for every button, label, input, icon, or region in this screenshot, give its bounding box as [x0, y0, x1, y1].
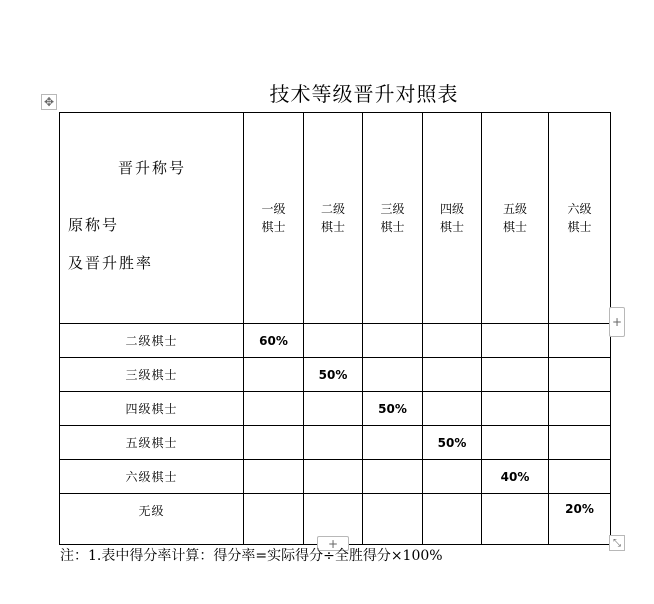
rate-cell[interactable]: 20% [549, 494, 611, 545]
footnote: 注：1.表中得分率计算：得分率=实际得分÷全胜得分×100% [60, 548, 443, 564]
add-row-icon[interactable]: + [317, 536, 349, 551]
column-header-line1: 一级 [261, 202, 286, 216]
rate-cell[interactable] [549, 426, 611, 460]
rate-cell[interactable] [363, 494, 423, 545]
column-header[interactable] [244, 113, 304, 324]
table-row [60, 392, 611, 426]
rate-cell[interactable] [423, 392, 482, 426]
rate-cell[interactable] [482, 392, 549, 426]
column-header[interactable] [482, 113, 549, 324]
row-label[interactable]: 五级棋士 [60, 426, 244, 460]
column-header-line1: 四级 [439, 202, 464, 216]
rate-cell[interactable]: 60% [244, 324, 304, 358]
column-header-line1: 三级 [380, 202, 405, 216]
column-header[interactable] [549, 113, 611, 324]
rate-cell[interactable] [423, 358, 482, 392]
column-header-line1: 二级 [320, 202, 345, 216]
column-header-line1: 五级 [502, 202, 527, 216]
rate-cell[interactable] [304, 392, 363, 426]
rate-cell[interactable] [482, 358, 549, 392]
column-header-line2: 棋士 [567, 220, 592, 234]
row-label[interactable]: 二级棋士 [60, 324, 244, 358]
table-resize-icon[interactable]: ⤡ [609, 535, 625, 551]
table-row [60, 358, 611, 392]
rate-cell[interactable] [244, 426, 304, 460]
column-header-line2: 棋士 [261, 220, 286, 234]
table-title: 技术等级晋升对照表 [269, 82, 459, 106]
row-label[interactable]: 六级棋士 [60, 460, 244, 494]
corner-promoted-title: 晋升称号 [118, 159, 187, 177]
column-header[interactable] [363, 113, 423, 324]
table-move-handle-icon[interactable]: ✥ [41, 94, 57, 110]
rate-cell[interactable]: 50% [363, 392, 423, 426]
rate-cell[interactable] [482, 426, 549, 460]
column-header[interactable] [423, 113, 482, 324]
column-header-line1: 六级 [567, 202, 592, 216]
column-header[interactable] [304, 113, 363, 324]
column-header-line2: 棋士 [320, 220, 345, 234]
column-header-line2: 棋士 [380, 220, 405, 234]
rate-cell[interactable] [363, 358, 423, 392]
table-row [60, 426, 611, 460]
rate-cell[interactable] [549, 358, 611, 392]
rate-cell[interactable] [363, 324, 423, 358]
rate-cell[interactable] [549, 324, 611, 358]
column-header-line2: 棋士 [439, 220, 464, 234]
rate-cell[interactable] [244, 358, 304, 392]
rate-cell[interactable] [482, 324, 549, 358]
rate-cell[interactable] [363, 426, 423, 460]
rate-cell[interactable] [244, 494, 304, 545]
rate-cell[interactable] [549, 392, 611, 426]
row-label[interactable]: 无级 [60, 494, 244, 545]
rate-cell[interactable] [304, 324, 363, 358]
promotion-table [59, 112, 611, 545]
corner-win-rate: 及晋升胜率 [68, 254, 154, 272]
header-row [60, 113, 611, 324]
table-row [60, 324, 611, 358]
rate-cell[interactable] [244, 392, 304, 426]
corner-original-title: 原称号 [68, 216, 120, 234]
rate-cell[interactable] [423, 324, 482, 358]
rate-cell[interactable] [549, 460, 611, 494]
rate-cell[interactable] [423, 494, 482, 545]
rate-cell[interactable]: 50% [423, 426, 482, 460]
corner-cell[interactable] [60, 113, 244, 324]
rate-cell[interactable]: 50% [304, 358, 363, 392]
rate-cell[interactable] [482, 494, 549, 545]
rate-cell[interactable]: 40% [482, 460, 549, 494]
rate-cell[interactable] [304, 426, 363, 460]
row-label[interactable]: 四级棋士 [60, 392, 244, 426]
table-row [60, 460, 611, 494]
row-label[interactable]: 三级棋士 [60, 358, 244, 392]
add-column-icon[interactable]: + [609, 307, 625, 337]
column-header-line2: 棋士 [502, 220, 527, 234]
rate-cell[interactable] [244, 460, 304, 494]
rate-cell[interactable] [304, 460, 363, 494]
rate-cell[interactable] [363, 460, 423, 494]
rate-cell[interactable] [423, 460, 482, 494]
